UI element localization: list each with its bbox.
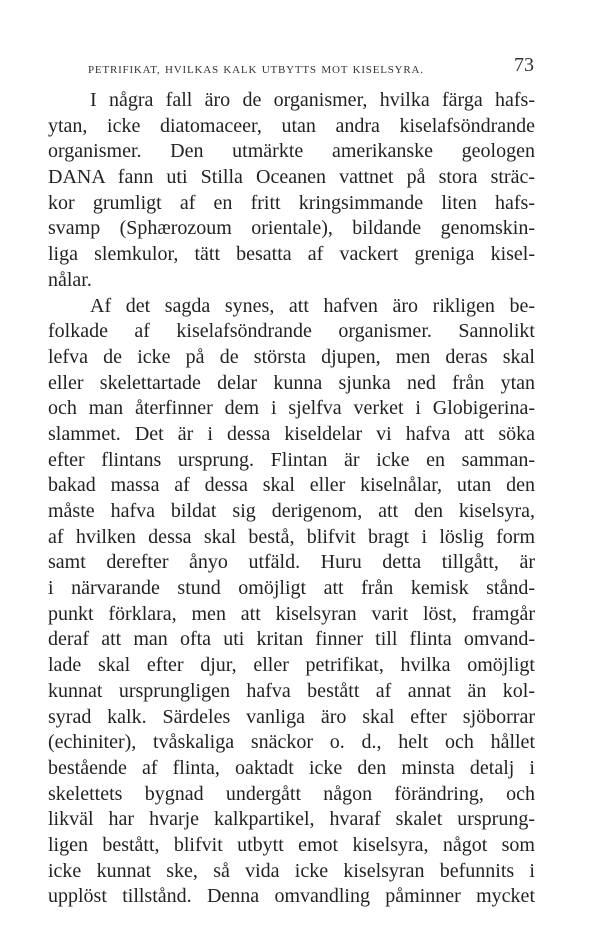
text-line: slammet. Det är i dessa kiseldelar vi hafva att söka (48, 422, 535, 445)
text-line: folkade af kiselafsöndrande organismer. Sannolikt (48, 320, 535, 343)
text-line: icke kunnat ske, så vida icke kiselsyran befunnits i (48, 859, 535, 882)
running-title: PETRIFIKAT, HVILKAS KALK UTBYTTS MOT KISELSYRA. (88, 64, 424, 76)
text-line: punkt förklara, men att kiselsyran varit löst, framgår (48, 602, 535, 625)
text-line: måste hafva bildat sig derigenom, att den kiselsyra, (48, 500, 535, 522)
text-line: efter flintans ursprung. Flintan är icke en samman- (48, 448, 535, 471)
page-header (88, 44, 534, 84)
text-line: i närvarande stund omöjligt att från kemisk stånd- (48, 577, 535, 600)
text-line: ytan, icke diatomaceer, utan andra kiselafsöndrande (48, 114, 535, 137)
text-line: bakad massa af dessa skal eller kiselnålar, utan den (48, 474, 535, 497)
text-line: svamp (Sphærozoum orientale), bildande genomskin- (48, 217, 535, 240)
text-line: lade skal efter djur, eller petrifikat, hvilka omöjligt (48, 654, 535, 677)
text-line: eller skelettartade delar kunna sjunka ned från ytan (48, 371, 535, 394)
text-line: bestående af flinta, oaktadt icke den minsta detalj i (48, 756, 535, 779)
text-line: deraf att man ofta uti kritan finner till flinta omvand- (48, 628, 535, 651)
text-line: skelettets bygnad undergått någon förändring, och (48, 782, 535, 805)
text-line: (echiniter), tvåskaliga snäckor o. d., helt och hållet (48, 731, 535, 754)
page-number: 73 (514, 54, 534, 76)
text-line: kor grumligt af en fritt kringsimmande liten hafs- (48, 191, 535, 214)
text-line: I några fall äro de organismer, hvilka färga hafs- (90, 89, 535, 111)
text-line: lefva de icke på de största djupen, men deras skal (48, 345, 535, 368)
text-line: nålar. (48, 268, 92, 291)
text-line: af hvilken dessa skal bestå, blifvit bragt i löslig form (48, 525, 535, 548)
text-line: syrad kalk. Särdeles vanliga äro skal efter sjöborrar (48, 705, 535, 728)
text-line: och man återfinner dem i sjelfva verket i Globigerina- (48, 397, 535, 420)
body-text (48, 88, 535, 910)
text-line: samt derefter ånyo utfäld. Huru detta tillgått, är (48, 551, 535, 574)
text-line: upplöst tillstånd. Denna omvandling påminner mycket (48, 885, 535, 908)
text-line: kunnat ursprungligen hafva bestått af annat än kol- (48, 679, 535, 702)
text-line: liga slemkulor, tätt besatta af vackert greniga kisel- (48, 243, 535, 266)
text-line: organismer. Den utmärkte amerikanske geologen (48, 140, 535, 163)
text-line: likväl har hvarje kalkpartikel, hvaraf skalet ursprung- (48, 808, 535, 831)
text-line: ligen bestått, blifvit utbytt emot kiselsyra, något som (48, 833, 535, 856)
text-line: DANA fann uti Stilla Oceanen vattnet på stora sträc- (48, 166, 535, 189)
text-line: Af det sagda synes, att hafven äro rikligen be- (90, 294, 535, 317)
